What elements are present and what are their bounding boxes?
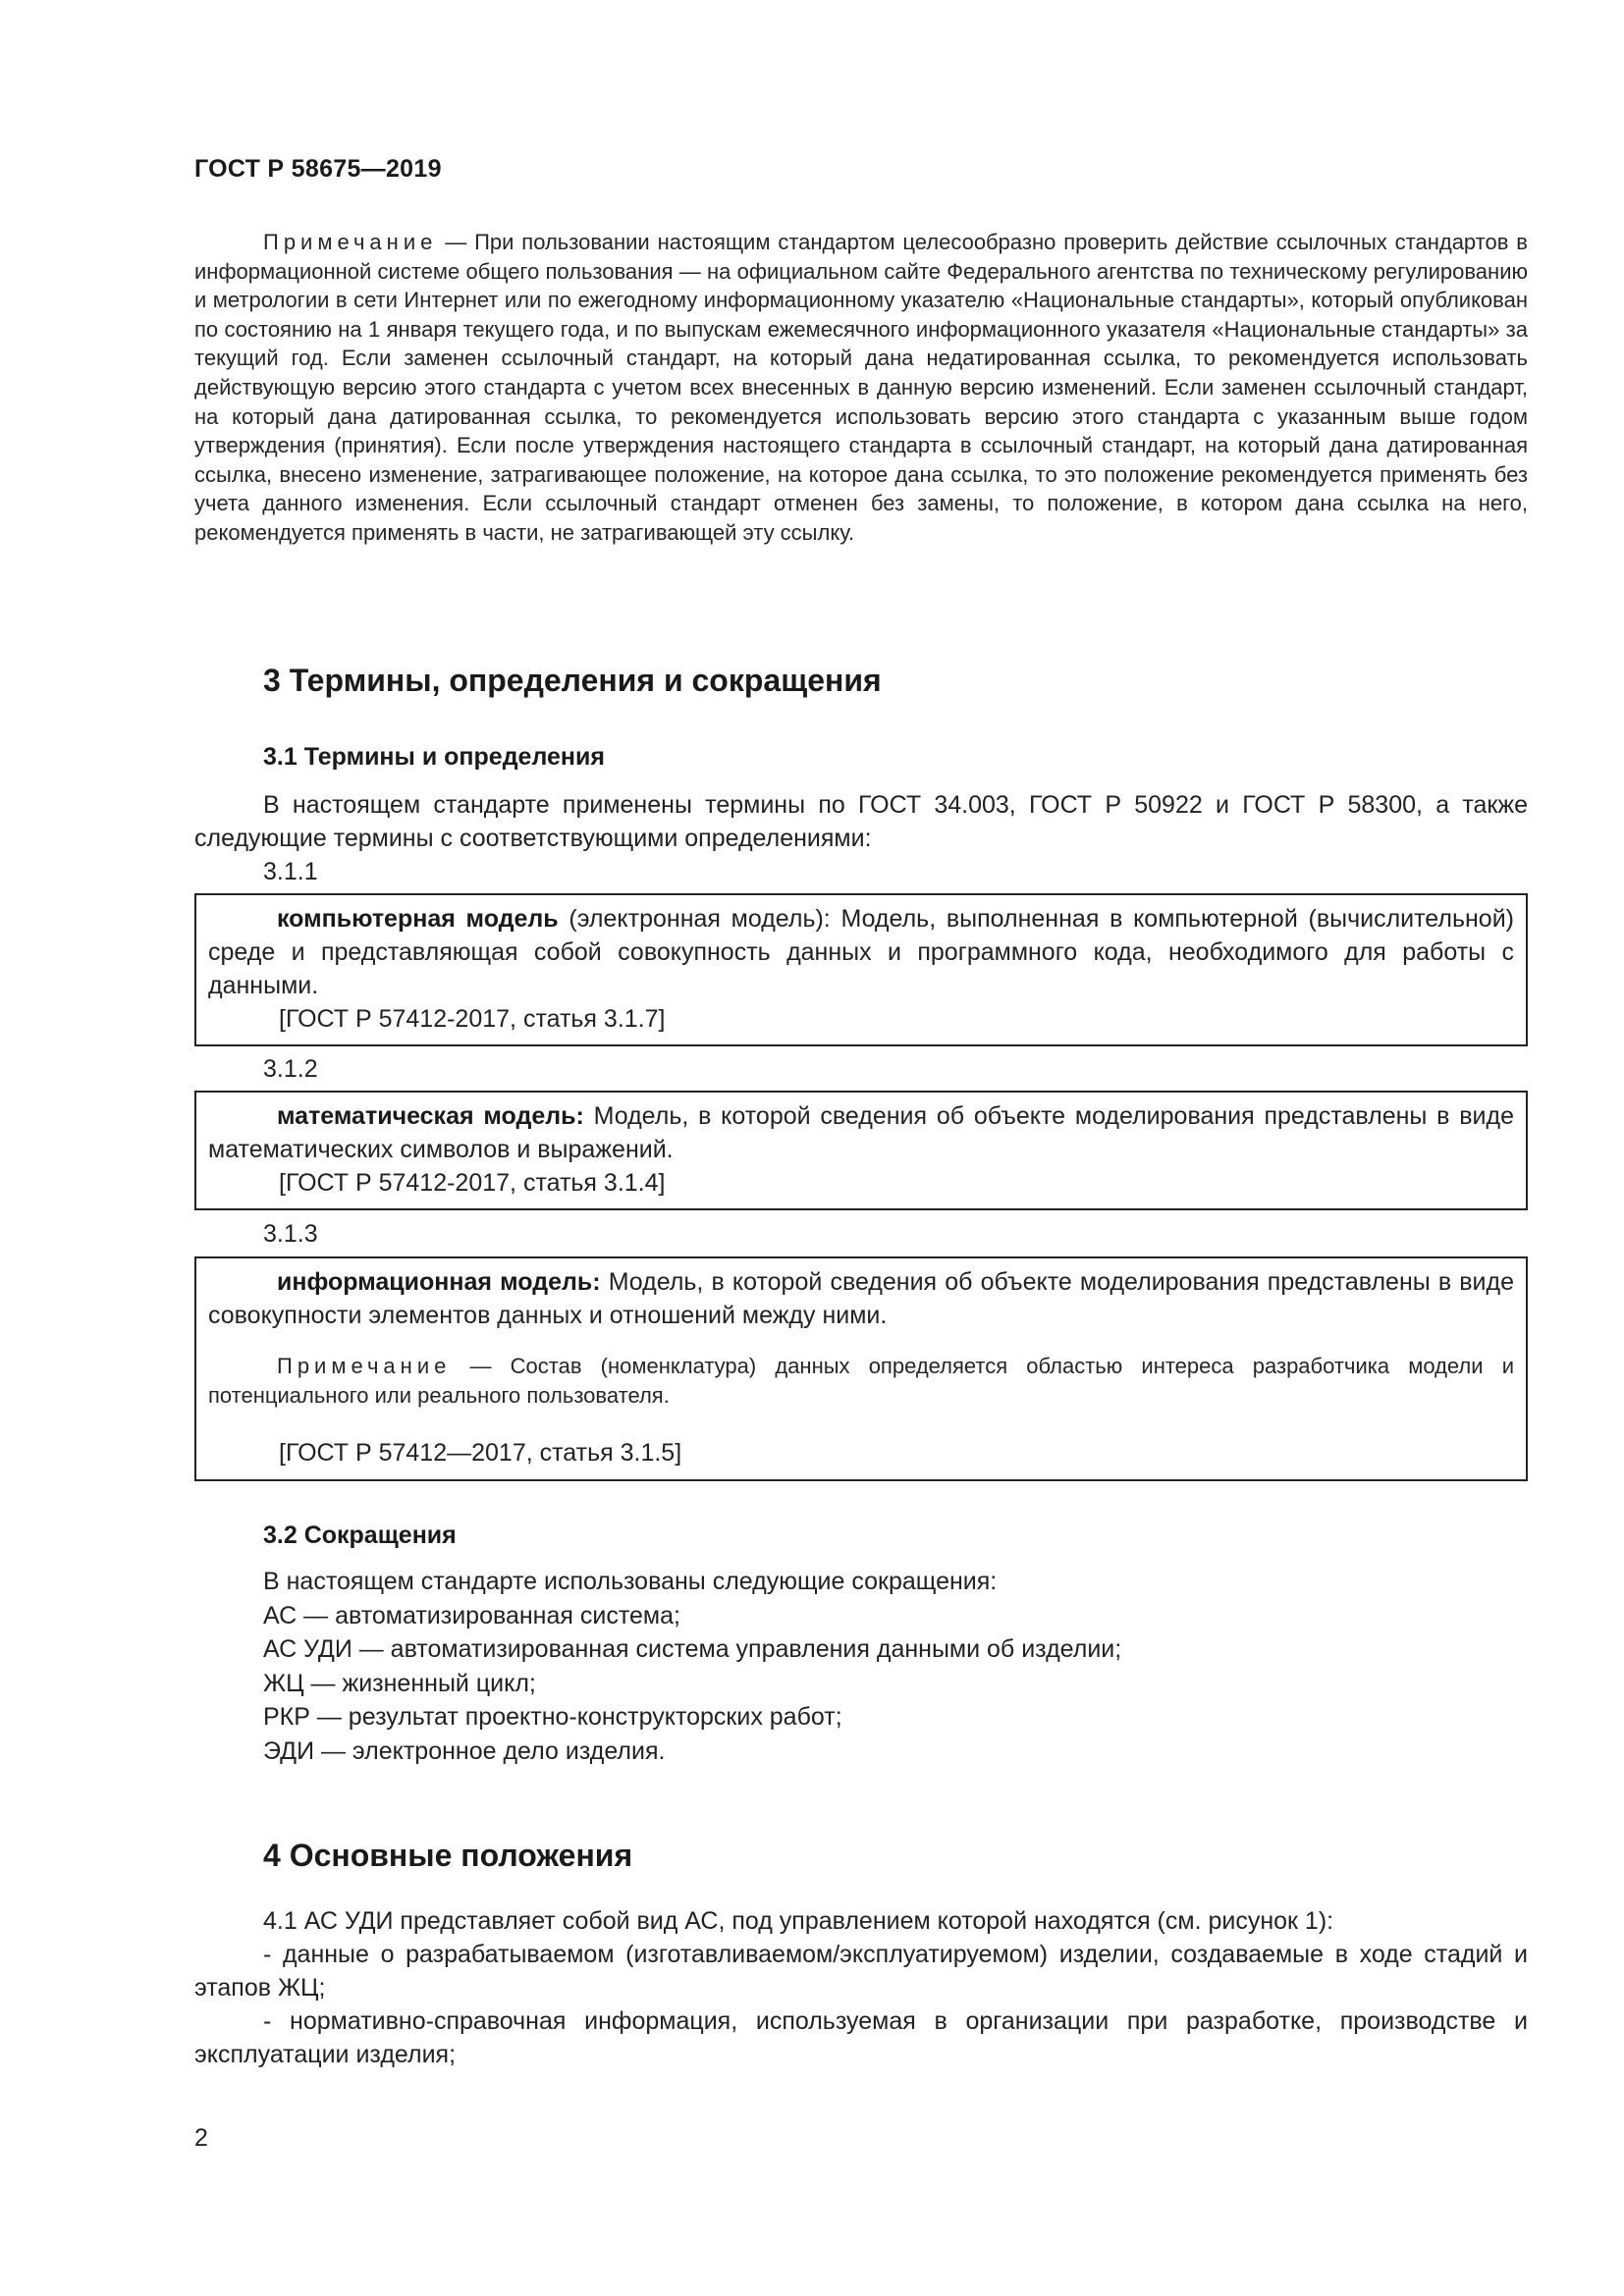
term-text: Модель, в которой сведения об объекте моделирования представлены в виде совокупности элементов данных и отношений между ними. <box>208 1268 1514 1329</box>
term-definition <box>208 902 1514 1002</box>
note-dash: — <box>437 230 475 254</box>
section-3-title: 3 Термины, определения и сокращения <box>263 663 882 698</box>
note-label: Примечание <box>263 230 438 254</box>
note-label: Примечание <box>277 1354 452 1378</box>
term-definition <box>208 1099 1514 1166</box>
page-number: 2 <box>194 2124 208 2152</box>
bullet-item: - данные о разрабатываемом (изготавливаемом/эксплуатируемом) изделии, создаваемые в ходе стадий и этапов ЖЦ; <box>194 1941 1528 2002</box>
term-number: 3.1.1 <box>263 858 318 885</box>
term-box-info-model <box>194 1256 1528 1481</box>
term-number: 3.1.2 <box>263 1055 318 1083</box>
note-dash: — <box>451 1354 511 1378</box>
document-header: ГОСТ Р 58675—2019 <box>194 155 442 183</box>
abbreviation-list <box>263 1565 1121 1768</box>
subsection-3-1-title: 3.1 Термины и определения <box>263 743 605 771</box>
term-note <box>208 1352 1514 1411</box>
term-number: 3.1.3 <box>263 1220 318 1248</box>
term-box-computer-model <box>194 893 1528 1046</box>
abbr-item: РКР — результат проектно-конструкторских работ; <box>263 1703 842 1731</box>
abbr-item: АС — автоматизированная система; <box>263 1601 680 1629</box>
terms-intro: В настоящем стандарте применены термины по ГОСТ 34.003, ГОСТ Р 50922 и ГОСТ Р 58300, а также следующие термины с соответствующими определениями: <box>194 791 1528 852</box>
reference-note <box>194 228 1528 548</box>
abbr-intro: В настоящем стандарте использованы следующие сокращения: <box>263 1568 998 1595</box>
term-name: математическая модель: <box>277 1102 584 1130</box>
paragraph-4-1: 4.1 АС УДИ представляет собой вид АС, под управлением которой находятся (см. рисунок 1): <box>263 1907 1334 1935</box>
term-name: компьютерная модель <box>277 905 559 933</box>
bullet-item: - нормативно-справочная информация, используемая в организации при разработке, производстве и эксплуатации изделия; <box>194 2007 1528 2068</box>
term-definition <box>208 1265 1514 1332</box>
subsection-3-2-title: 3.2 Сокращения <box>263 1522 457 1549</box>
note-text: При пользовании настоящим стандартом целесообразно проверить действие ссылочных стандартов в информационной системе общего пользования — на официальном сайте Федерального агентства по техническому регулированию и метрологии в сети Интернет или по ежегодному информационному указателю «Национальные стандарты», который опубликован по состоянию на 1 января текущего года, и по выпускам ежемесячного информационного указателя «Национальные стандарты» за текущий год. Если заменен ссылочный стандарт, на который дана недатированная ссылка, то рекомендуется использовать действующую версию этого стандарта с учетом всех внесенных в данную версию изменений. Если заменен ссылочный стандарт, на который дана датированная ссылка, то рекомендуется использовать версию этого стандарта с указанным выше годом утверждения (принятия). Если после утверждения настоящего стандарта в ссылочный стандарт, на который дана датированная ссылка, внесено изменение, затрагивающее положение, на которое дана ссылка, то это положение рекомендуется применять без учета данного изменения. Если ссылочный стандарт отменен без замены, то положение, в котором дана ссылка на него, рекомендуется применять в части, не затрагивающей эту ссылку. <box>194 230 1528 545</box>
section-4-title: 4 Основные положения <box>263 1838 633 1873</box>
term-name: информационная модель: <box>277 1268 601 1296</box>
term-source: [ГОСТ Р 57412-2017, статья 3.1.7] <box>279 1005 666 1033</box>
term-text: Модель, в которой сведения об объекте моделирования представлены в виде математических символов и выражений. <box>208 1102 1515 1163</box>
term-source: [ГОСТ Р 57412-2017, статья 3.1.4] <box>279 1169 666 1197</box>
abbr-item: АС УДИ — автоматизированная система управления данными об изделии; <box>263 1635 1122 1663</box>
abbr-item: ЖЦ — жизненный цикл; <box>263 1669 536 1697</box>
note-text: Состав (номенклатура) данных определяется областью интереса разработчика модели и потенциального или реального пользователя. <box>208 1354 1514 1408</box>
term-text: (электронная модель): Модель, выполненная в компьютерной (вычислительной) среде и представляющая собой совокупность данных и программного кода, необходимого для работы с данными. <box>208 905 1514 999</box>
abbr-item: ЭДИ — электронное дело изделия. <box>263 1736 666 1765</box>
term-source: [ГОСТ Р 57412—2017, статья 3.1.5] <box>279 1439 682 1467</box>
term-box-math-model <box>194 1091 1528 1210</box>
